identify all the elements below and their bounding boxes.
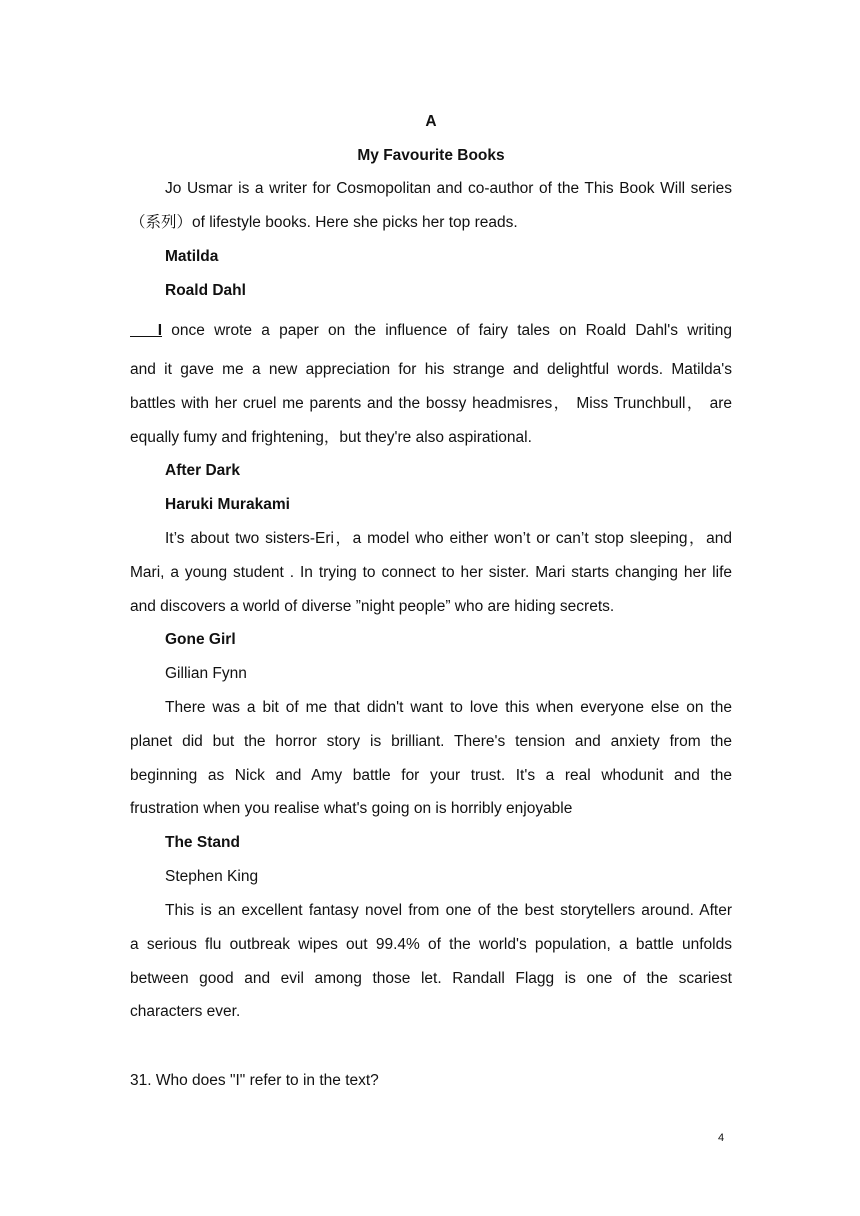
book-text-line: between good and evil among those let. Randall Flagg is one of the scariest bbox=[130, 970, 732, 987]
book-text-line: battles with her cruel me parents and the bossy headmisres， Miss Trunchbull， are bbox=[130, 395, 732, 412]
intro-line-1: Jo Usmar is a writer for Cosmopolitan and co-author of the This Book Will series bbox=[165, 180, 732, 197]
book-author-murakami: Haruki Murakami bbox=[165, 496, 290, 513]
book-text-line: and it gave me a new appreciation for his strange and delightful words. Matilda's bbox=[130, 361, 732, 378]
book-text-line: beginning as Nick and Amy battle for your trust. It's a real whodunit and the bbox=[130, 767, 732, 784]
book-text-line: frustration when you realise what's going on is horribly enjoyable bbox=[130, 800, 573, 817]
book-text-line: Mari, a young student . In trying to connect to her sister. Mari starts changing her life bbox=[130, 564, 732, 581]
book-title-the-stand: The Stand bbox=[165, 834, 240, 851]
section-letter: A bbox=[425, 113, 437, 130]
book-text-line: It’s about two sisters-Eri，a model who either won’t or can’t stop sleeping，and bbox=[165, 530, 732, 547]
book-text-line: This is an excellent fantasy novel from one of the best storytellers around. After bbox=[165, 902, 732, 919]
book-author-dahl: Roald Dahl bbox=[165, 282, 246, 299]
book-text-line: and discovers a world of diverse ”night people” who are hiding secrets. bbox=[130, 598, 615, 615]
page-number: 4 bbox=[718, 1132, 725, 1144]
book-text-line: There was a bit of me that didn't want to love this when everyone else on the bbox=[165, 699, 732, 716]
book-text-line: planet did but the horror story is brilliant. There's tension and anxiety from the bbox=[130, 733, 732, 750]
book-text-line bbox=[130, 321, 732, 341]
intro-line-2: （系列）of lifestyle books. Here she picks her top reads. bbox=[130, 214, 518, 231]
blank-marker-i: I bbox=[130, 322, 163, 339]
question-31: 31. Who does "I" refer to in the text? bbox=[130, 1072, 379, 1089]
book-title-gone-girl: Gone Girl bbox=[165, 631, 236, 648]
book-title-after-dark: After Dark bbox=[165, 462, 240, 479]
page-title: My Favourite Books bbox=[357, 147, 505, 164]
book-text-fragment: once wrote a paper on the influence of fairy tales on Roald Dahl's writing bbox=[162, 322, 732, 339]
book-author-fynn: Gillian Fynn bbox=[165, 665, 247, 682]
book-text-line: equally fumy and frightening，but they're also aspirational. bbox=[130, 429, 532, 446]
book-title-matilda: Matilda bbox=[165, 248, 219, 265]
book-author-king: Stephen King bbox=[165, 868, 259, 885]
book-text-line: characters ever. bbox=[130, 1003, 241, 1020]
book-text-line: a serious flu outbreak wipes out 99.4% of the world's population, a battle unfolds bbox=[130, 936, 732, 953]
